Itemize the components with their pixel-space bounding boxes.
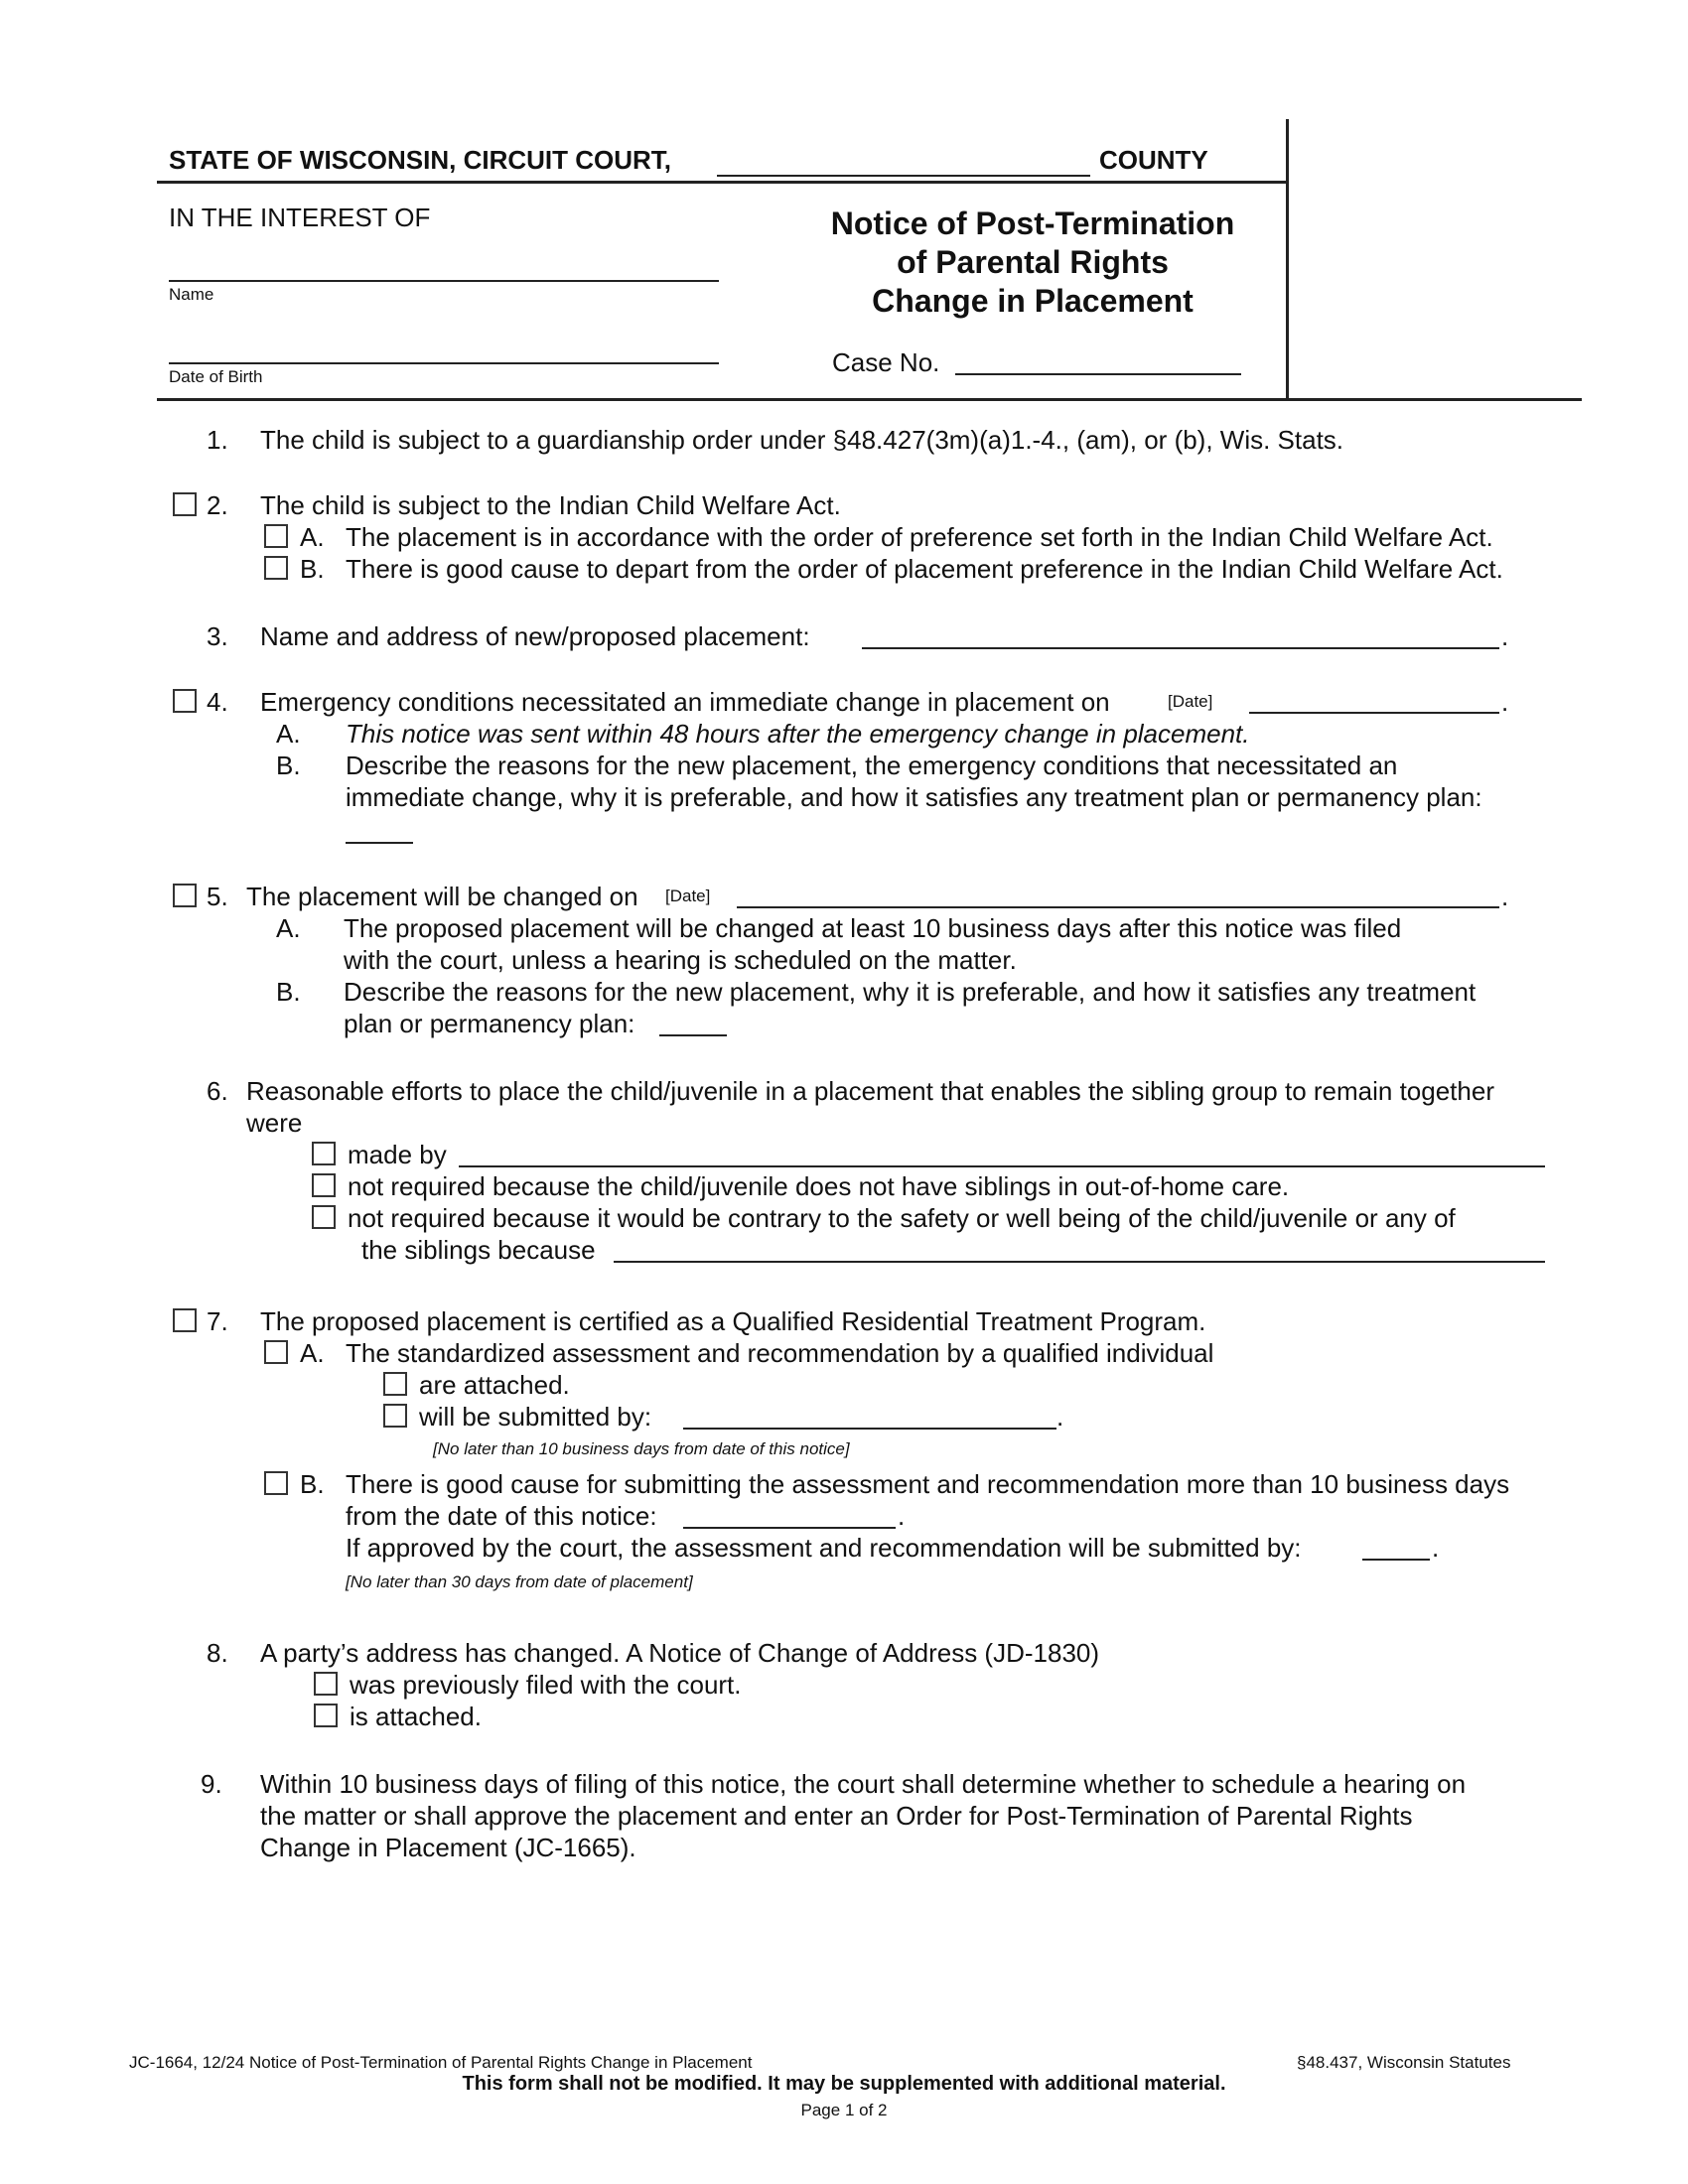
item-3-text: Name and address of new/proposed placement: [260, 621, 810, 651]
item-6-contrary-checkbox[interactable] [312, 1205, 336, 1229]
item-5b-label: B. [276, 977, 301, 1007]
item-5-end: . [1501, 882, 1509, 911]
item-9-line-1: Within 10 business days of filing of this notice, the court shall determine whether to schedule a hearing on [260, 1769, 1467, 1799]
item-7a-submitted-checkbox[interactable] [383, 1404, 407, 1428]
item-2-number: 2. [207, 490, 228, 520]
item-4-number: 4. [207, 687, 228, 717]
item-5b-line-1: Describe the reasons for the new placement, why it is preferable, and how it satisfies any treatment [344, 977, 1477, 1007]
item-4b-line-1: Describe the reasons for the new placement, the emergency conditions that necessitated an [346, 751, 1398, 780]
item-6-no-siblings-checkbox[interactable] [312, 1173, 336, 1197]
item-7b-line-3: If approved by the court, the assessment and recommendation will be submitted by: [346, 1533, 1302, 1563]
footer-notice: This form shall not be modified. It may be supplemented with additional material. [462, 2073, 1226, 2095]
item-7b-line-3-end: . [1432, 1533, 1440, 1563]
item-2b-checkbox[interactable] [264, 556, 288, 580]
item-4-end: . [1501, 687, 1509, 717]
item-5-number: 5. [207, 882, 228, 911]
item-5-checkbox[interactable] [173, 884, 197, 907]
placement-date-field[interactable] [737, 906, 1499, 908]
item-8-text: A party’s address has changed. A Notice of Change of Address (JD-1830) [260, 1638, 1100, 1668]
item-9-line-2: the matter or shall approve the placement and enter an Order for Post-Termination of Parental Rights [260, 1801, 1413, 1831]
item-2a-text: The placement is in accordance with the order of preference set forth in the Indian Child Welfare Act. [346, 522, 1493, 552]
header-divider [1286, 119, 1289, 399]
item-4a-label: A. [276, 719, 301, 749]
dob-field[interactable] [169, 362, 719, 364]
item-7b-checkbox[interactable] [264, 1471, 288, 1495]
title-line-2: of Parental Rights [897, 244, 1169, 280]
item-2b-label: B. [300, 554, 325, 584]
county-label: COUNTY [1099, 145, 1208, 175]
approved-submit-date-field[interactable] [1362, 1559, 1430, 1561]
header-bottom-rule [157, 398, 1582, 401]
item-7b-line-1: There is good cause for submitting the assessment and recommendation more than 10 business days [346, 1469, 1510, 1499]
item-5a-line-2: with the court, unless a hearing is scheduled on the matter. [344, 945, 1017, 975]
item-7a-submitted-text: will be submitted by: [419, 1402, 652, 1432]
item-5-date-hint: [Date] [665, 887, 711, 905]
item-7b-line-2-end: . [898, 1501, 906, 1531]
made-by-field[interactable] [459, 1165, 1545, 1167]
item-1-text: The child is subject to a guardianship order under §48.427(3m)(a)1.-4., (am), or (b), Wis. Stats. [260, 425, 1344, 455]
title-line-1: Notice of Post-Termination [830, 205, 1235, 241]
placement-address-field[interactable] [862, 647, 1499, 649]
item-7a-hint: [No later than 10 business days from date of this notice] [433, 1439, 850, 1458]
item-6-number: 6. [207, 1076, 228, 1106]
item-8-filed-text: was previously filed with the court. [350, 1670, 742, 1700]
item-6-line-1: Reasonable efforts to place the child/juvenile in a placement that enables the sibling group to remain together [246, 1076, 1494, 1106]
item-6-contrary-line-1: not required because it would be contrary to the safety or well being of the child/juvenile or any of [348, 1203, 1456, 1233]
item-4-text: Emergency conditions necessitated an immediate change in placement on [260, 687, 1110, 717]
in-interest-of-label: IN THE INTEREST OF [169, 203, 431, 232]
item-2-checkbox[interactable] [173, 492, 197, 516]
item-3-end: . [1501, 621, 1509, 651]
item-6-contrary-line-2: the siblings because [361, 1235, 596, 1265]
dob-label: Date of Birth [169, 367, 263, 386]
item-8-attached-text: is attached. [350, 1702, 482, 1731]
item-7a-label: A. [300, 1338, 325, 1368]
item-7a-attached-checkbox[interactable] [383, 1372, 407, 1396]
item-7a-checkbox[interactable] [264, 1340, 288, 1364]
item-7a-hint-text: No later than 10 business days from date of this notice [437, 1439, 845, 1458]
item-7b-line-2: from the date of this notice: [346, 1501, 657, 1531]
item-2a-checkbox[interactable] [264, 524, 288, 548]
item-9-line-3: Change in Placement (JC-1665). [260, 1833, 636, 1862]
item-7b-label: B. [300, 1469, 325, 1499]
case-no-label: Case No. [832, 347, 940, 377]
item-5b-line-2: plan or permanency plan: [344, 1009, 635, 1038]
item-8-number: 8. [207, 1638, 228, 1668]
item-7a-text: The standardized assessment and recommendation by a qualified individual [346, 1338, 1214, 1368]
footer-page: Page 1 of 2 [800, 2101, 888, 2119]
emergency-reasons-field[interactable] [346, 842, 413, 844]
emergency-date-field[interactable] [1249, 712, 1499, 714]
court-label: STATE OF WISCONSIN, CIRCUIT COURT, [169, 145, 672, 175]
placement-reasons-field[interactable] [659, 1034, 727, 1036]
item-4b-line-2: immediate change, why it is preferable, and how it satisfies any treatment plan or permanency plan: [346, 782, 1482, 812]
footer-form-id: JC-1664, 12/24 Notice of Post-Termination of Parental Rights Change in Placement [129, 2053, 753, 2072]
case-no-field[interactable] [955, 373, 1241, 375]
item-7a-attached-text: are attached. [419, 1370, 570, 1400]
item-7-number: 7. [207, 1306, 228, 1336]
item-8-filed-checkbox[interactable] [314, 1672, 338, 1696]
item-6-made-by-label: made by [348, 1140, 447, 1169]
item-2b-text: There is good cause to depart from the order of placement preference in the Indian Child Welfare Act. [346, 554, 1503, 584]
header-rule [157, 181, 1289, 184]
siblings-reason-field[interactable] [614, 1261, 1545, 1263]
item-5a-label: A. [276, 913, 301, 943]
item-9-number: 9. [201, 1769, 222, 1799]
item-2-text: The child is subject to the Indian Child Welfare Act. [260, 490, 841, 520]
item-6-no-siblings-text: not required because the child/juvenile does not have siblings in out-of-home care. [348, 1171, 1290, 1201]
item-7b-hint: [No later than 30 days from date of placement] [346, 1572, 693, 1591]
name-field[interactable] [169, 280, 719, 282]
item-4b-label: B. [276, 751, 301, 780]
item-3-number: 3. [207, 621, 228, 651]
footer-statute: §48.437, Wisconsin Statutes [1297, 2053, 1511, 2072]
assessment-submit-date-field[interactable] [683, 1428, 1056, 1430]
item-7a-submitted-end: . [1056, 1402, 1064, 1432]
item-4-checkbox[interactable] [173, 689, 197, 713]
name-label: Name [169, 285, 214, 304]
item-4-date-hint: [Date] [1168, 692, 1213, 711]
item-6-made-by-checkbox[interactable] [312, 1142, 336, 1165]
form-title [784, 205, 1281, 321]
item-1-number: 1. [207, 425, 228, 455]
title-line-3: Change in Placement [872, 283, 1194, 319]
item-7b-hint-text: No later than 30 days from date of placement [350, 1572, 688, 1591]
notice-date-field[interactable] [683, 1527, 896, 1529]
item-7-text: The proposed placement is certified as a Qualified Residential Treatment Program. [260, 1306, 1206, 1336]
item-6-line-2: were [246, 1108, 303, 1138]
item-5-text: The placement will be changed on [246, 882, 638, 911]
item-4a-text: This notice was sent within 48 hours after the emergency change in placement. [346, 719, 1250, 749]
item-8-attached-checkbox[interactable] [314, 1704, 338, 1727]
item-2a-label: A. [300, 522, 325, 552]
item-7-checkbox[interactable] [173, 1308, 197, 1332]
county-field[interactable] [717, 175, 1090, 177]
item-5a-line-1: The proposed placement will be changed at least 10 business days after this notice was filed [344, 913, 1402, 943]
